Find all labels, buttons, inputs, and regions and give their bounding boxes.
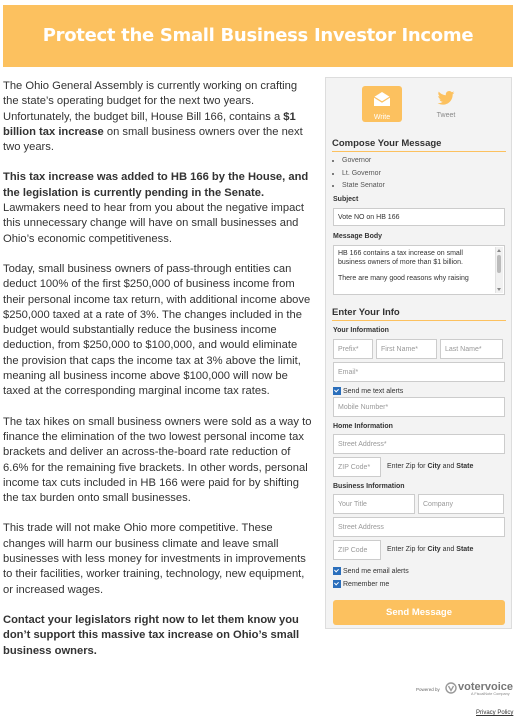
company-input[interactable]: Company (418, 494, 504, 514)
home-zip-input[interactable]: ZIP Code * (333, 457, 381, 477)
home-street-input[interactable]: Street Address * (333, 434, 505, 454)
remember-me-checkbox[interactable]: Remember me (333, 580, 389, 588)
business-zip-input[interactable]: ZIP Code (333, 540, 381, 560)
envelope-icon (373, 91, 391, 107)
scroll-thumb[interactable] (497, 255, 501, 273)
home-zip-note: Enter Zip for City and State (387, 463, 474, 470)
subject-label: Subject (333, 196, 359, 203)
article-body (3, 79, 315, 674)
paragraph-6: Contact your legislators right now to let them know you don’t support this massive tax increase on Ohio’s small business owners. (3, 613, 300, 657)
business-zip-note: Enter Zip for City and State (387, 546, 474, 553)
action-tabs (326, 78, 511, 126)
checkbox-checked-icon[interactable] (333, 387, 341, 395)
scroll-up-icon[interactable] (497, 249, 501, 252)
first-name-input[interactable]: First Name * (376, 339, 437, 359)
prefix-input[interactable]: Prefix * (333, 339, 373, 359)
scroll-down-icon[interactable] (497, 288, 501, 291)
tab-tweet-label: Tweet (436, 112, 456, 119)
paragraph-5: This trade will not make Ohio more competitive. These changes will harm our business climate and leave small businesses with less money for investments in improvements to their facilities, worker training, technology, new equipment, or increased wages. (3, 522, 306, 596)
brand-subtitle: A FiscalNote Company (471, 692, 510, 696)
privacy-policy-link[interactable]: Privacy Policy (476, 710, 514, 716)
paragraph-1: The Ohio General Assembly is currently working on crafting the state’s operating budget for the next two years. Unfortunately, the budget bill, House Bill 166, contains a $1 billion tax increase on small business owners over the next two years. (3, 80, 303, 154)
page-title: Protect the Small Business Investor Income Deduction (42, 25, 474, 108)
brand-name: votervoice (458, 681, 514, 693)
business-info-label: Business Information (333, 483, 405, 490)
message-panel (325, 77, 512, 629)
checkbox-checked-icon[interactable] (333, 567, 341, 575)
tab-write[interactable] (362, 86, 402, 122)
your-info-label: Your Information (333, 327, 389, 334)
paragraph-3: Today, small business owners of pass-through entities can deduct 100% of the first $250,000 of business income from their personal income tax return, with additional income above $250,000 taxed at a rate of 3%. The changes included in the budget would substantially reduce the business income deduction, from $250,000 to $100,000, and would eliminate the provision that caps the income tax at 3% above the limit, meaning all business income above $100,000 will now be taxed at the corresponding marginal income tax rates. (3, 262, 311, 398)
votervoice-logo[interactable] (413, 681, 513, 697)
subject-input[interactable]: Vote NO on HB 166 (333, 208, 505, 226)
paragraph-2: This tax increase was added to HB 166 by the House, and the legislation is currently pending in the Senate. Lawmakers need to hear from you about the negative impact this unnecessary change will have on small businesses and Ohio’s economic competitiveness. (3, 171, 309, 245)
message-body-label: Message Body (333, 233, 383, 240)
message-body-textarea[interactable] (333, 245, 505, 295)
text-alerts-checkbox[interactable]: Send me text alerts (333, 387, 403, 395)
tab-write-label: Write (373, 114, 391, 121)
recipient-list (332, 155, 385, 193)
title-input[interactable]: Your Title (333, 494, 415, 514)
twitter-bird-icon (437, 91, 455, 105)
message-body-text-1: HB 166 contains a tax increase on small business owners of more than $1 billion. (338, 250, 463, 266)
page-banner (3, 5, 513, 108)
compose-title: Compose Your Message (332, 138, 442, 149)
send-message-button[interactable]: Send Message (333, 600, 505, 625)
votervoice-mark-icon (445, 682, 457, 694)
message-body-text-2: There are many good reasons why raising (338, 275, 469, 282)
paragraph-4: The tax hikes on small business owners were sold as a way to finance the elimination of the two lowest personal income tax brackets and deliver an across-the-board rate reduction of 6.6% for the remaining five brackets. In other words, personal income tax cuts included in HB 166 were paid for by shifting the tax burden onto small businesses. (3, 415, 312, 505)
compose-divider (332, 151, 506, 152)
email-alerts-checkbox[interactable]: Send me email alerts (333, 567, 409, 575)
tab-tweet[interactable] (426, 86, 466, 122)
home-info-label: Home Information (333, 423, 393, 430)
recipient-item: • State Senator (342, 180, 385, 193)
message-body-scrollbar[interactable] (495, 247, 503, 293)
mobile-number-input[interactable]: Mobile Number * (333, 397, 505, 417)
email-field[interactable]: Email * (333, 362, 505, 382)
last-name-input[interactable]: Last Name * (440, 339, 503, 359)
recipient-item: • Governor (342, 155, 385, 168)
checkbox-checked-icon[interactable] (333, 580, 341, 588)
info-title: Enter Your Info (332, 307, 400, 318)
business-street-input[interactable]: Street Address (333, 517, 505, 537)
powered-by-label: Powered by (416, 687, 440, 692)
recipient-item: • Lt. Governor (342, 168, 385, 181)
info-divider (332, 320, 506, 321)
